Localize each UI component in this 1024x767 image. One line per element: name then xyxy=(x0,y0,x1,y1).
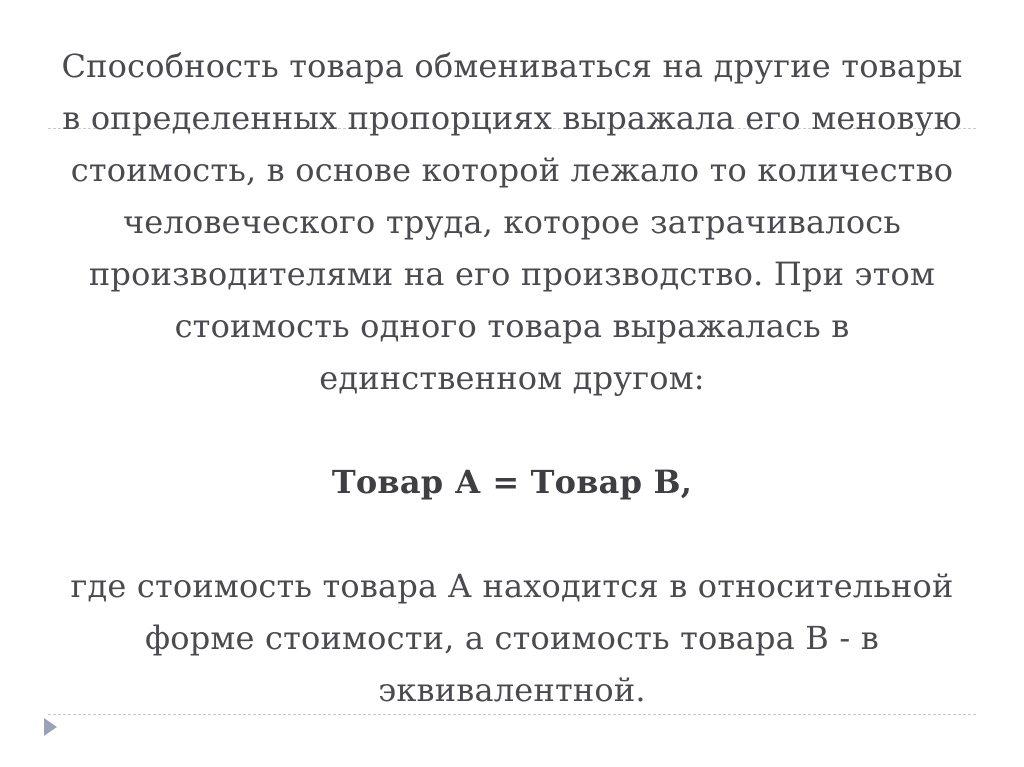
bottom-divider xyxy=(48,714,976,715)
slide-body xyxy=(50,40,974,716)
triangle-bullet-icon xyxy=(44,718,57,736)
paragraph-intro: Способность товара обмениваться на другие товары в определенных пропорциях выражала его меновую стоимость, в основе которой лежало то количество человеческого труда, которое затрачивалось производителями на его производство. При этом стоимость одного товара выражалась в единственном другом: xyxy=(61,47,963,397)
formula: Товар А = Товар В, xyxy=(331,463,693,501)
paragraph-explanation: где стоимость товара А находится в относительной форме стоимости, а стоимость товара В - в эквивалентной. xyxy=(70,567,954,709)
